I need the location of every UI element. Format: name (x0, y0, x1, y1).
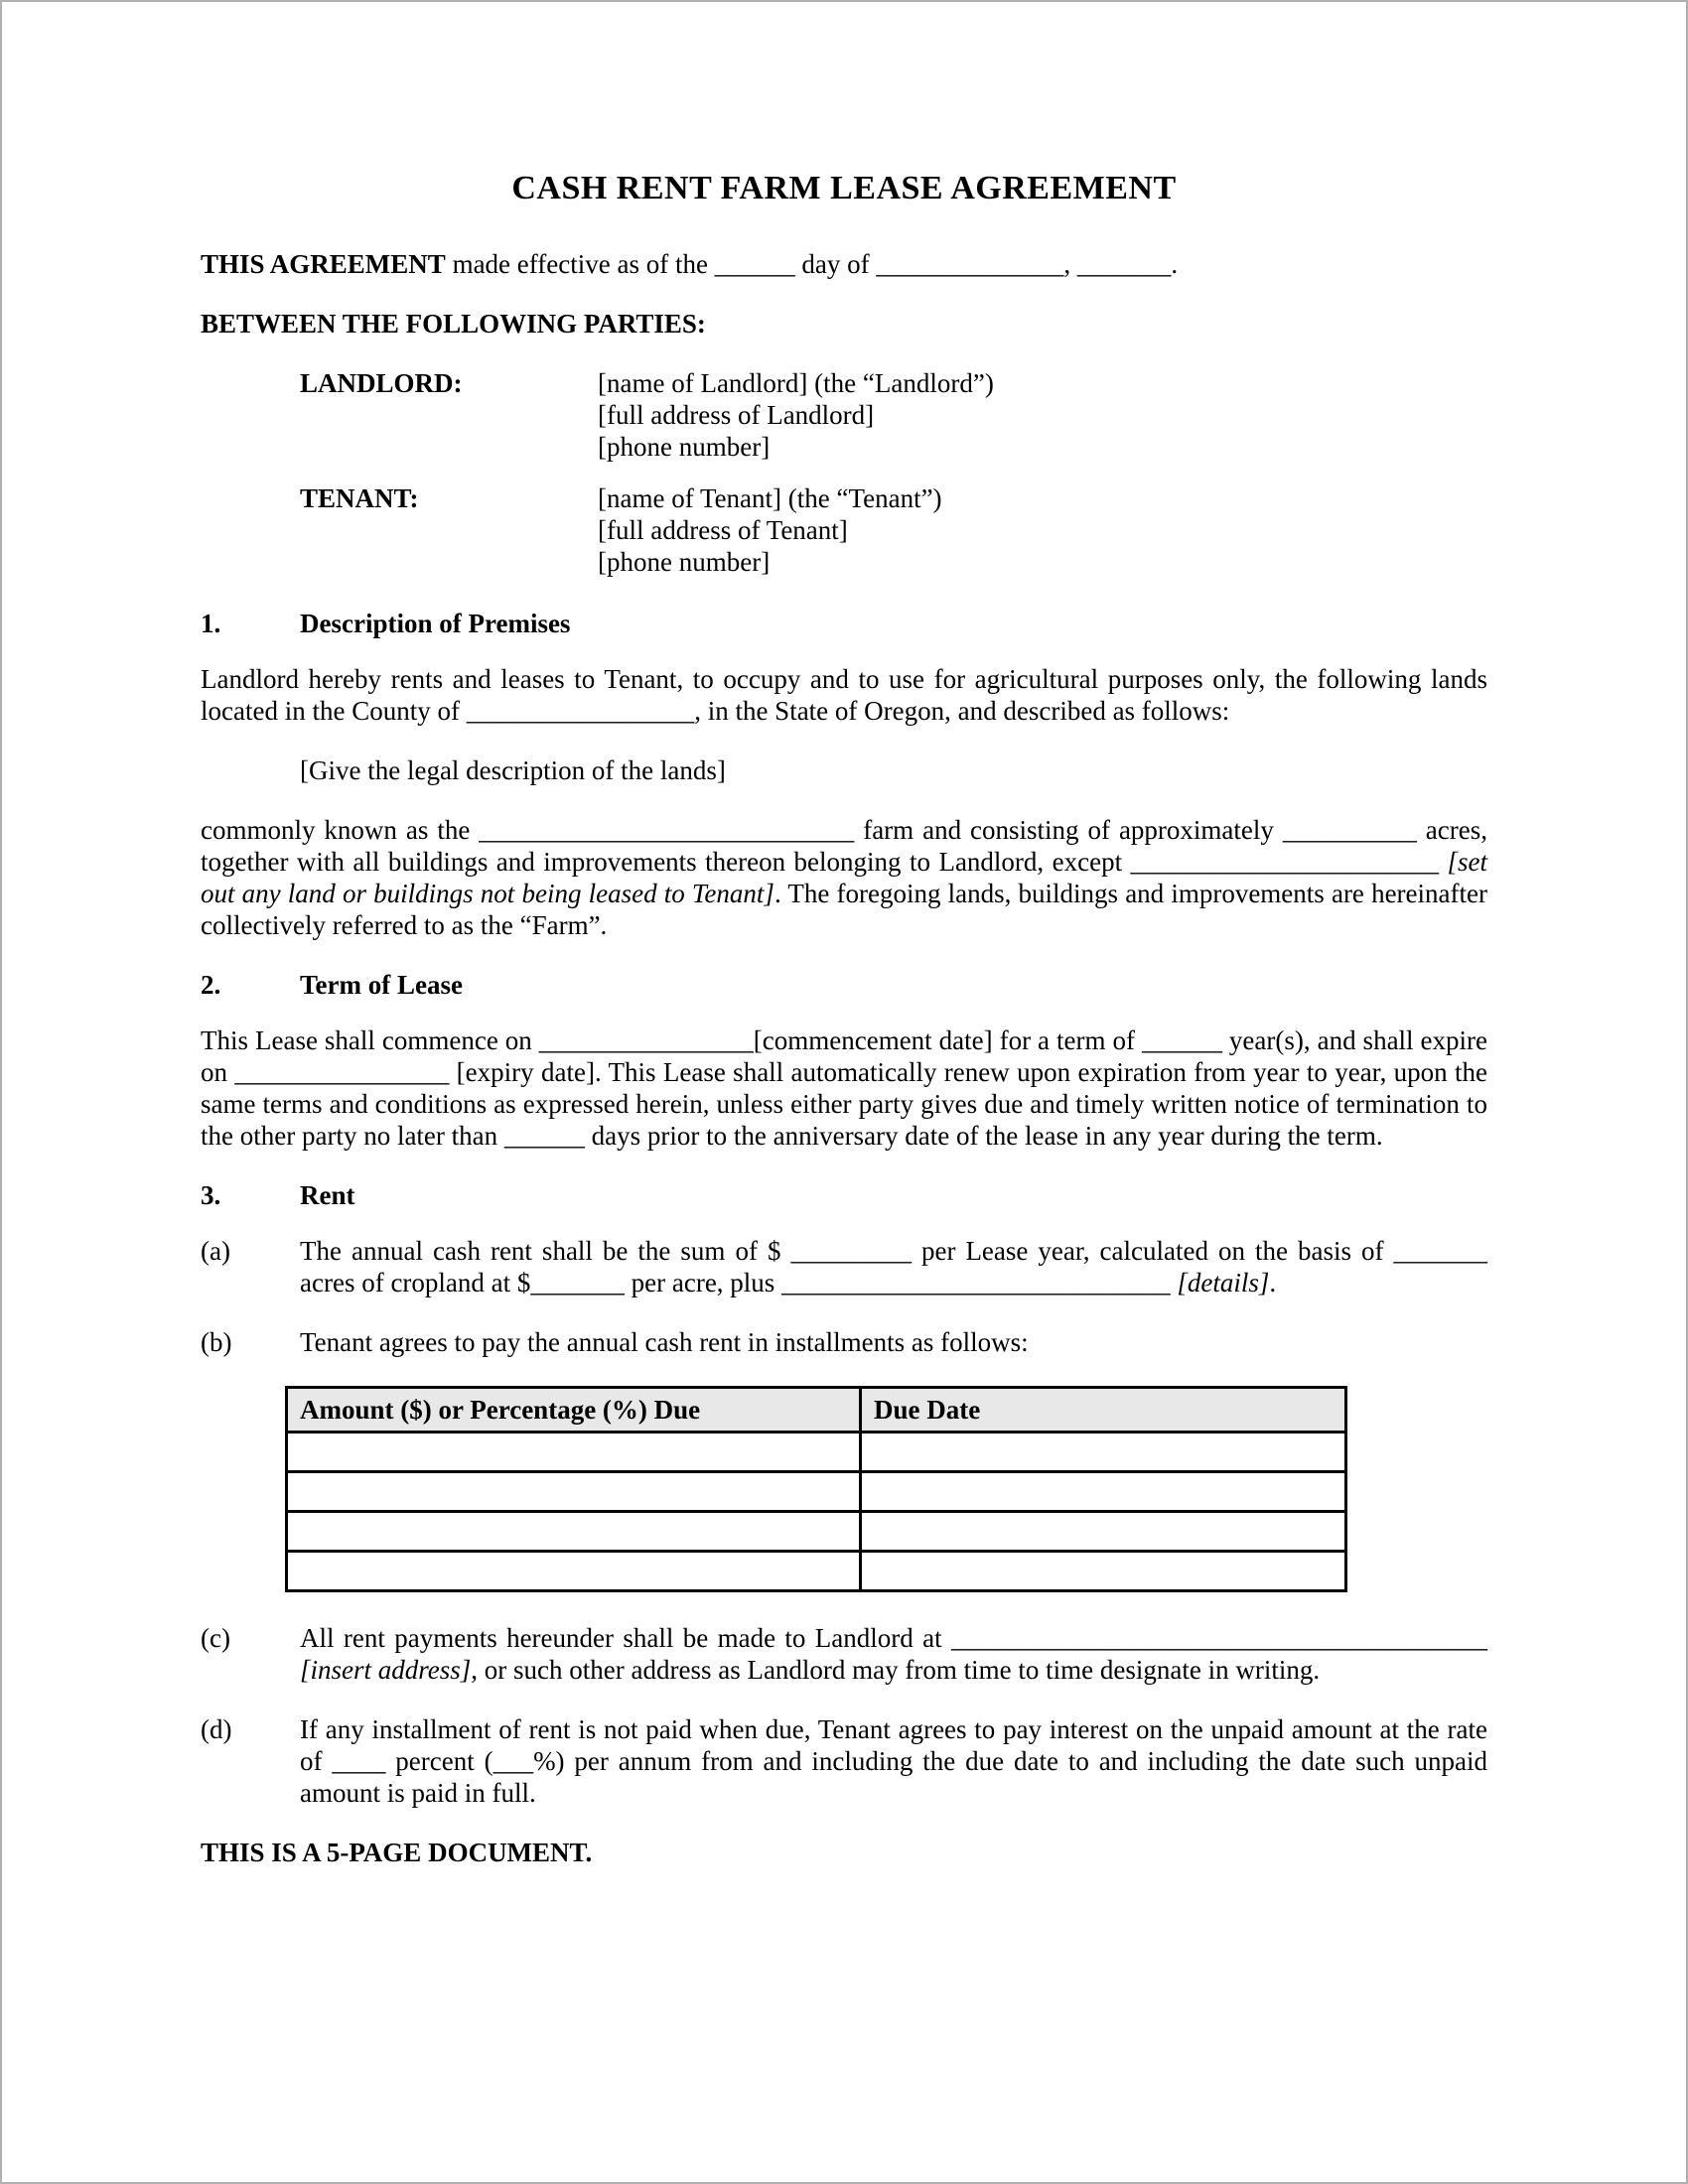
installments-table-row (287, 1552, 1346, 1591)
item-a-text-end: . (1269, 1268, 1277, 1297)
landlord-name-line: [name of Landlord] (the “Landlord”) (598, 368, 994, 398)
item-a-letter: (a) (201, 1236, 230, 1266)
table-cell-amount-4 (287, 1552, 861, 1591)
installments-table-row (287, 1472, 1346, 1512)
item-d-text: If any installment of rent is not paid when due, Tenant agrees to pay interest on the unpaid amount at the rate of ____ percent (___%) per annum from and including the due date to and including the date such unpaid amount is paid in full. (300, 1714, 1487, 1808)
intro-text: made effective as of the ______ day of ______________, _______. (445, 249, 1179, 279)
section-2-heading: Term of Lease (300, 970, 463, 1000)
section-2-paragraph: This Lease shall commence on ________________[commencement date] for a term of ______ year(s), and shall expire on ________________ [expiry date]. This Lease shall automatically renew upon expiration from year to year, upon the same terms and conditions as expressed herein, unless either party gives due and timely written notice of termination to the other party no later than ______ days prior to the anniversary date of the lease in any year during the term. (201, 1025, 1487, 1151)
section-1-paragraph-2 (201, 814, 1487, 941)
landlord-row (300, 367, 1487, 463)
tenant-name-line: [name of Tenant] (the “Tenant”) (598, 483, 942, 513)
item-a-row (201, 1235, 1487, 1298)
between-parties-heading: BETWEEN THE FOLLOWING PARTIES: (201, 309, 706, 339)
page-count-note: THIS IS A 5-PAGE DOCUMENT. (201, 1838, 593, 1867)
item-a-text-main: The annual cash rent shall be the sum of $ _________ per Lease year, calculated on the basis of _______ acres of cropland at $_______ per acre, plus _____________________________ (300, 1236, 1487, 1297)
item-c-row (201, 1622, 1487, 1686)
tenant-address-line: [full address of Tenant] (598, 515, 848, 545)
section-3-number: 3. (201, 1180, 221, 1210)
document-title: CASH RENT FARM LEASE AGREEMENT (511, 170, 1177, 206)
section-1-paragraph-2-italic-note: [set out any land or buildings not being leased to Tenant] (201, 847, 1487, 908)
item-c-italic-note: [insert address] (300, 1655, 472, 1685)
table-cell-amount-1 (287, 1433, 861, 1472)
table-cell-due-date-3 (861, 1512, 1346, 1552)
item-c-text-main: All rent payments hereunder shall be made to Landlord at ________________________________________ (300, 1623, 1487, 1653)
item-b-text: Tenant agrees to pay the annual cash rent in installments as follows: (300, 1327, 1029, 1357)
table-cell-amount-2 (287, 1472, 861, 1512)
item-a-text (300, 1235, 1487, 1298)
document-content (2, 2, 1686, 1868)
item-a-italic-note: [details] (1177, 1268, 1270, 1297)
installments-table-header-row (287, 1388, 1346, 1433)
item-d-letter: (d) (201, 1714, 232, 1744)
tenant-details (598, 482, 1487, 578)
section-1-paragraph-2-text: commonly known as the ____________________________ farm and consisting of approximately __________ acres, together with all buildings and improvements thereon belonging to Landlord, except _______________________ (201, 815, 1487, 877)
item-c-text-end: , or such other address as Landlord may from time to time designate in writing. (471, 1655, 1321, 1685)
section-1-number: 1. (201, 609, 221, 638)
intro-paragraph (201, 248, 1487, 280)
landlord-address-line: [full address of Landlord] (598, 400, 875, 430)
landlord-phone-line: [phone number] (598, 432, 771, 462)
section-1-heading-row (201, 608, 1487, 639)
table-cell-amount-3 (287, 1512, 861, 1552)
item-b-letter: (b) (201, 1327, 232, 1357)
section-2-heading-row (201, 969, 1487, 1001)
table-header-due-date: Due Date (861, 1388, 1346, 1433)
section-1-paragraph-1: Landlord hereby rents and leases to Tenant, to occupy and to use for agricultural purposes only, the following lands located in the County of _________________, in the State of Oregon, and described as follows: (201, 664, 1487, 726)
section-2-number: 2. (201, 970, 221, 1000)
item-c-letter: (c) (201, 1623, 230, 1653)
installments-table-row (287, 1433, 1346, 1472)
table-cell-due-date-1 (861, 1433, 1346, 1472)
legal-description-placeholder: [Give the legal description of the lands] (300, 755, 726, 785)
item-c-text (300, 1622, 1487, 1686)
section-1-heading: Description of Premises (300, 609, 571, 638)
intro-bold-lead: THIS AGREEMENT (201, 249, 446, 279)
table-cell-due-date-4 (861, 1552, 1346, 1591)
section-3-heading-row (201, 1179, 1487, 1211)
table-cell-due-date-2 (861, 1472, 1346, 1512)
item-d-row (201, 1713, 1487, 1809)
installments-table-row (287, 1512, 1346, 1552)
tenant-phone-line: [phone number] (598, 547, 771, 577)
landlord-label: LANDLORD: (300, 368, 463, 398)
landlord-details (598, 367, 1487, 463)
section-3-heading: Rent (300, 1180, 355, 1210)
tenant-row (300, 482, 1487, 578)
item-b-row (201, 1326, 1487, 1358)
table-header-amount: Amount ($) or Percentage (%) Due (287, 1388, 861, 1433)
installments-table (285, 1386, 1347, 1592)
tenant-label: TENANT: (300, 483, 419, 513)
section-1-paragraph-2-text-end: . The foregoing lands, buildings and improvements are hereinafter collectively referred to as the “Farm”. (201, 879, 1487, 940)
